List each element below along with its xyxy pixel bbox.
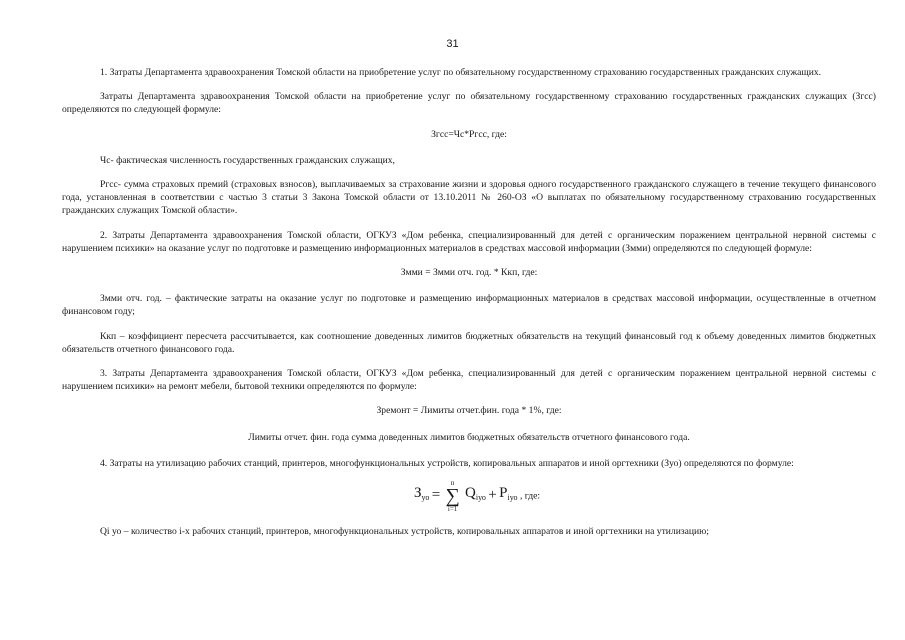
paragraph-2: Затраты Департамента здравоохранения Томской области на приобретение услуг по обязательному государственному страхованию государственных гражданских служащих (Згсс) определяются по следующей формуле: xyxy=(62,91,876,116)
paragraph-7: Ккп – коэффициент пересчета рассчитывается, как соотношение доведенных лимитов бюджетных обязательств на текущий финансовый год к объему доведенных лимитов бюджетных обязательств отчетного финансового года. xyxy=(62,330,876,355)
formula-zgss: Згсс=Чс*Ргсс, где: xyxy=(431,128,507,140)
sum-lower-limit: i=1 xyxy=(447,505,458,514)
paragraph-3: Чс- фактическая численность государственных гражданских служащих, xyxy=(100,154,395,166)
formula-q: $Q_{iуо}$ xyxy=(465,485,486,503)
document-body xyxy=(62,66,876,549)
page-number: 31 xyxy=(446,38,459,50)
sum-upper-limit: n xyxy=(450,479,455,488)
formula-equals: = xyxy=(431,487,441,504)
formula-zuo xyxy=(62,479,876,519)
formula-p: $P_{iуо}$ xyxy=(499,485,518,503)
paragraph-8: 3. Затраты Департамента здравоохранения Томской области, ОГКУЗ «Дом ребенка, специализированный для детей с органическим поражением центральной нервной системы с нарушением психики» на ремонт мебели, бытовой техники определяются по формуле: xyxy=(62,368,876,393)
summation xyxy=(445,479,461,513)
formula-lhs: $З_{уо}$ xyxy=(414,485,430,503)
formula-zremont-note: Лимиты отчет. фин. года сумма доведенных лимитов бюджетных обязательств отчетного финансового года. xyxy=(248,431,690,443)
paragraph-5: 2. Затраты Департамента здравоохранения Томской области, ОГКУЗ «Дом ребенка, специализированный для детей с органическим поражением центральной нервной системы с нарушением психики» на оказание услуг по подготовке и размещению информационных материалов в средствах массовой информации (Змми) определяются по следующей формуле: xyxy=(62,229,876,254)
sigma-symbol: ∑ xyxy=(445,485,460,508)
paragraph-4: Ргсс- сумма страховых премий (страховых взносов), выплачиваемых за страхование жизни и здоровья одного государственного гражданского служащего в течение текущего финансового года, установленная в соответствии с частью 3 статьи 3 Закона Томской области от 13.10.2011 № 260-ОЗ «О выплатах по обязательному государственному страхованию государственных гражданских служащих Томской области». xyxy=(62,179,876,217)
paragraph-10: Qi уо – количество i-х рабочих станций, принтеров, многофункциональных устройств, копировальных аппаратов и иной оргтехники на утилизацию; xyxy=(100,526,709,538)
formula-zmmi: Змми = Змми отч. год. * Ккп, где: xyxy=(400,267,538,279)
formula-tail: , где: xyxy=(519,490,541,502)
formula-plus: + xyxy=(488,487,497,504)
paragraph-6: Змми отч. год. – фактические затраты на оказание услуг по подготовке и размещению информационных материалов в средствах массовой информации, осуществленные в отчетном финансовом году; xyxy=(62,293,876,318)
paragraph-9: 4. Затраты на утилизацию рабочих станций, принтеров, многофункциональных устройств, копировальных аппаратов и иной оргтехники (Зуо) определяются по формуле: xyxy=(100,457,794,469)
formula-zremont: Зремонт = Лимиты отчет.фин. года * 1%, где: xyxy=(376,405,562,417)
paragraph-1: 1. Затраты Департамента здравоохранения Томской области на приобретение услуг по обязательному государственному страхованию государственных гражданских служащих. xyxy=(100,67,822,78)
formula-zuo-expression xyxy=(414,479,540,519)
